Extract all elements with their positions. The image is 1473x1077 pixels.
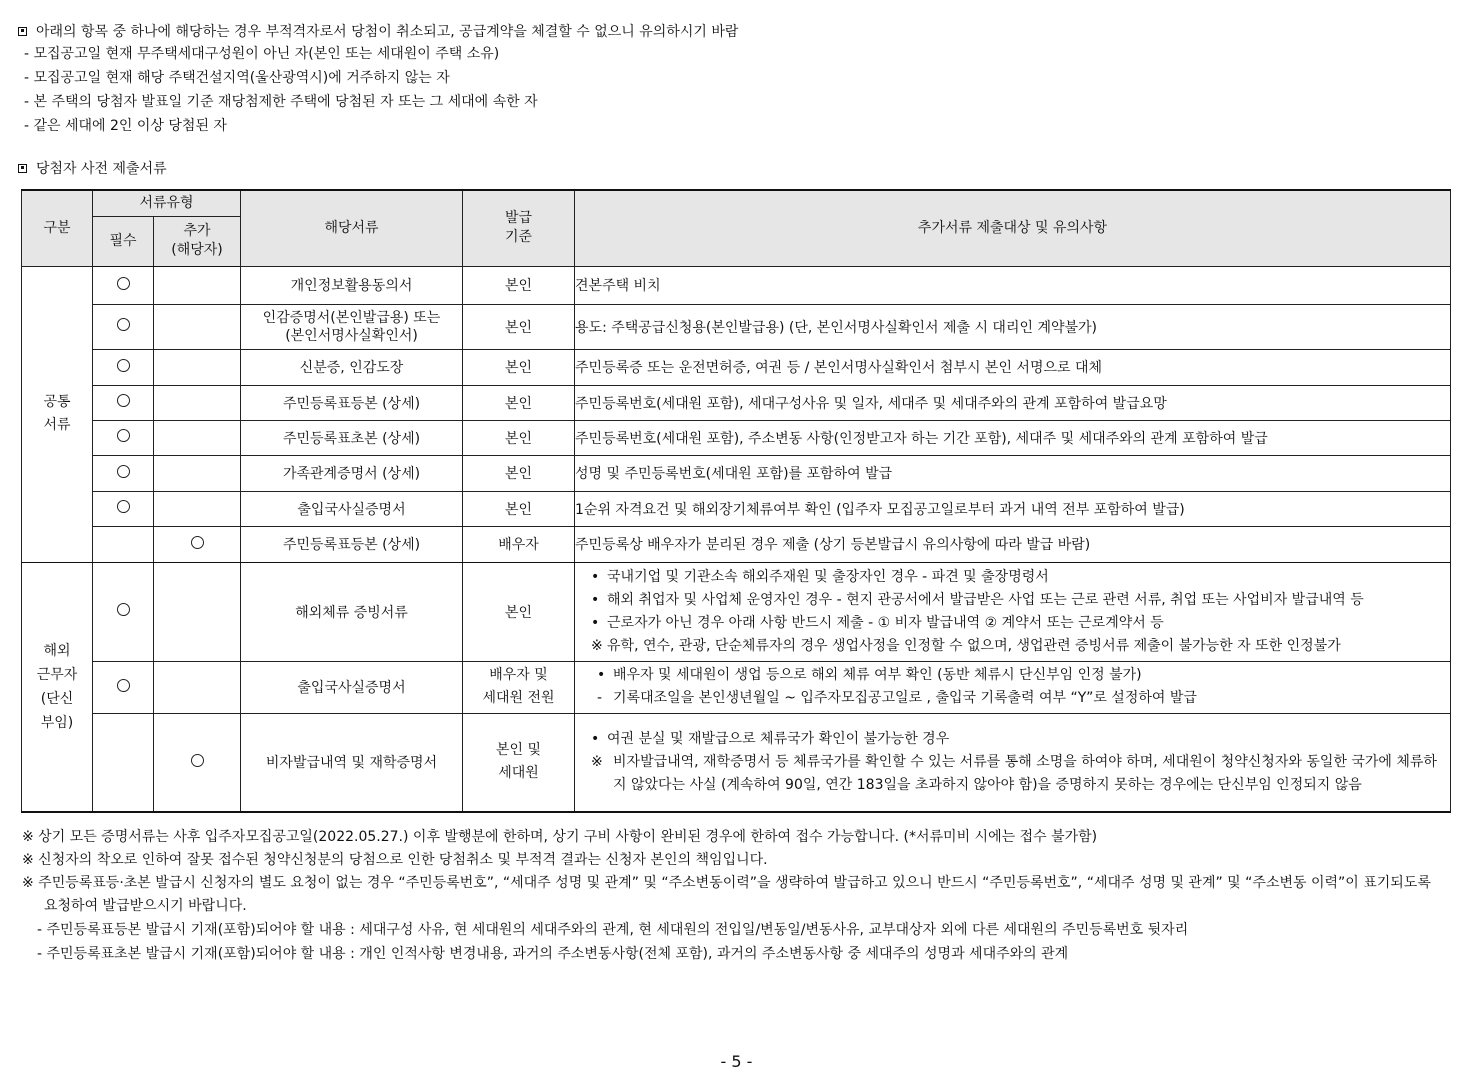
- basis-cell: 본인: [463, 349, 575, 385]
- header-doc-type: 서류유형: [93, 190, 241, 216]
- note-line: ※ 비자발급내역, 재학증명서 등 체류국가를 확인할 수 있는 서류를 통해 소명을 하여야 하며, 세대원이 청약신청자와 동일한 국가에 체류하지 않았다는 사실 (계속하여 90일, 연간 183일을 초과하지 않아야 함)을 증명하지 못하는 경우에는 단신부임 인정되지 않음: [591, 753, 1437, 793]
- docs-title: 당첨자 사전 제출서류: [36, 161, 167, 177]
- basis-cell: 본인: [463, 266, 575, 304]
- document-cell: 개인정보활용동의서: [241, 266, 463, 304]
- note-cell: 주민등록증 또는 운전면허증, 여권 등 / 본인서명사실확인서 첨부시 본인 서명으로 대체: [575, 349, 1451, 385]
- note-line: • 여권 분실 및 재발급으로 체류국가 확인이 불가능한 경우: [591, 730, 950, 747]
- required-cell: [93, 455, 154, 491]
- footnote: ※ 주민등록표등·초본 발급시 신청자의 별도 요청이 없는 경우 “주민등록번호”, “세대주 성명 및 관계” 및 “주소변동이력”을 생략하여 발급하고 있으니 반드시 “주민등록번호”, “세대주 성명 및 관계” 및 “주소변동 이력”이 표기되도록 요청하여 발급받으시기 바랍니다.: [22, 875, 1431, 914]
- basis-cell: 본인: [463, 420, 575, 455]
- note-cell: 1순위 자격요건 및 해외장기체류여부 확인 (입주자 모집공고일로부터 과거 내역 전부 포함하여 발급): [575, 491, 1451, 526]
- circle-mark-icon: [117, 679, 130, 692]
- disqualify-item: - 모집공고일 현재 해당 주택건설지역(울산광역시)에 거주하지 않는 자: [24, 70, 450, 86]
- additional-cell: [154, 526, 241, 562]
- table-row: [22, 304, 1451, 349]
- table-row: [22, 455, 1451, 491]
- footnote-sub: - 주민등록표등본 발급시 기재(포함)되어야 할 내용 : 세대구성 사유, 현 세대원의 세대주와의 관계, 현 세대원의 전입일/변동일/변동사유, 교부대상자 외에 다른 세대원의 주민등록번호 뒷자리: [37, 922, 1189, 938]
- document-cell: 해외체류 증빙서류: [241, 562, 463, 661]
- disqualify-section: [18, 20, 738, 138]
- table-row: [22, 713, 1451, 812]
- header-category: 구분: [22, 190, 93, 266]
- additional-cell: [154, 304, 241, 349]
- document-cell: 가족관계증명서 (상세): [241, 455, 463, 491]
- note-line: ※ 유학, 연수, 관광, 단순체류자의 경우 생업사정을 인정할 수 없으며, 생업관련 증빙서류 제출이 불가능한 자 또한 인정불가: [591, 637, 1341, 654]
- circle-mark-icon: [117, 465, 130, 478]
- document-cell: 출입국사실증명서: [241, 661, 463, 713]
- required-cell: [93, 661, 154, 713]
- note-cell: [575, 661, 1451, 713]
- circle-mark-icon: [117, 318, 130, 331]
- note-cell: [575, 562, 1451, 661]
- additional-cell: [154, 266, 241, 304]
- basis-cell: 본인 및 세대원: [463, 713, 575, 812]
- square-bullet-icon: [18, 164, 27, 173]
- required-cell: [93, 713, 154, 812]
- document-cell: 비자발급내역 및 재학증명서: [241, 713, 463, 812]
- basis-cell: 본인: [463, 385, 575, 420]
- additional-cell: [154, 491, 241, 526]
- disqualify-item: - 본 주택의 당첨자 발표일 기준 재당첨제한 주택에 당첨된 자 또는 그 세대에 속한 자: [24, 94, 538, 110]
- footnote: ※ 상기 모든 증명서류는 사후 입주자모집공고일(2022.05.27.) 이후 발행분에 한하며, 상기 구비 사항이 완비된 경우에 한하여 접수 가능합니다. (*서류미비 시에는 접수 불가함): [22, 829, 1098, 845]
- circle-mark-icon: [117, 277, 130, 290]
- circle-mark-icon: [117, 500, 130, 513]
- group-common: 공통 서류: [22, 266, 93, 562]
- document-cell: 출입국사실증명서: [241, 491, 463, 526]
- document-cell: 신분증, 인감도장: [241, 349, 463, 385]
- note-cell: 견본주택 비치: [575, 266, 1451, 304]
- footnote-sub: - 주민등록표초본 발급시 기재(포함)되어야 할 내용 : 개인 인적사항 변경내용, 과거의 주소변동사항(전체 포함), 과거의 주소변동사항 중 세대주의 성명과 세대주와의 관계: [37, 946, 1069, 962]
- required-cell: [93, 266, 154, 304]
- document-cell: 인감증명서(본인발급용) 또는 (본인서명사실확인서): [241, 304, 463, 349]
- header-notes: 추가서류 제출대상 및 유의사항: [575, 190, 1451, 266]
- note-cell: 성명 및 주민등록번호(세대원 포함)를 포함하여 발급: [575, 455, 1451, 491]
- note-line: • 해외 취업자 및 사업체 운영자인 경우 - 현지 관공서에서 발급받은 사업 또는 근로 관련 서류, 취업 또는 사업비자 발급내역 등: [591, 591, 1364, 608]
- additional-cell: [154, 562, 241, 661]
- header-additional: 추가 (해당자): [154, 216, 241, 266]
- required-cell: [93, 385, 154, 420]
- basis-cell: 배우자 및 세대원 전원: [463, 661, 575, 713]
- basis-cell: 본인: [463, 491, 575, 526]
- required-cell: [93, 562, 154, 661]
- required-cell: [93, 526, 154, 562]
- basis-cell: 본인: [463, 304, 575, 349]
- basis-cell: 본인: [463, 562, 575, 661]
- note-line: - 기록대조일을 본인생년월일 ~ 입주자모집공고일로 , 출입국 기록출력 여부 “Y”로 설정하여 발급: [597, 690, 1197, 706]
- table-row: [22, 385, 1451, 420]
- additional-cell: [154, 713, 241, 812]
- docs-section-title: [18, 157, 167, 179]
- page-number: - 5 -: [720, 1052, 753, 1071]
- header-required: 필수: [93, 216, 154, 266]
- document-cell: 주민등록표등본 (상세): [241, 526, 463, 562]
- circle-mark-icon: [117, 429, 130, 442]
- table-row: [22, 562, 1451, 661]
- footnotes: [22, 826, 1442, 966]
- additional-cell: [154, 661, 241, 713]
- table-row: [22, 526, 1451, 562]
- document-cell: 주민등록표초본 (상세): [241, 420, 463, 455]
- disqualify-title: 아래의 항목 중 하나에 해당하는 경우 부적격자로서 당첨이 취소되고, 공급계약을 체결할 수 없으니 유의하시기 바람: [36, 24, 739, 40]
- group-overseas: 해외 근무자 (단신 부임): [22, 562, 93, 812]
- square-bullet-icon: [18, 27, 27, 36]
- circle-mark-icon: [117, 603, 130, 616]
- note-cell: 주민등록상 배우자가 분리된 경우 제출 (상기 등본발급시 유의사항에 따라 발급 바람): [575, 526, 1451, 562]
- footnote: ※ 신청자의 착오로 인하여 잘못 접수된 청약신청분의 당첨으로 인한 당첨취소 및 부적격 결과는 신청자 본인의 책임입니다.: [22, 852, 768, 868]
- circle-mark-icon: [191, 754, 204, 767]
- note-cell: [575, 713, 1451, 812]
- note-cell: 주민등록번호(세대원 포함), 세대구성사유 및 일자, 세대주 및 세대주와의 관계 포함하여 발급요망: [575, 385, 1451, 420]
- disqualify-item: - 같은 세대에 2인 이상 당첨된 자: [24, 118, 227, 134]
- circle-mark-icon: [117, 394, 130, 407]
- note-cell: 주민등록번호(세대원 포함), 주소변동 사항(인정받고자 하는 기간 포함), 세대주 및 세대주와의 관계 포함하여 발급: [575, 420, 1451, 455]
- note-line: • 근로자가 아닌 경우 아래 사항 반드시 제출 - ① 비자 발급내역 ② 계약서 또는 근로계약서 등: [591, 614, 1164, 631]
- header-issue-basis: 발급 기준: [463, 190, 575, 266]
- document-cell: 주민등록표등본 (상세): [241, 385, 463, 420]
- table-row: [22, 349, 1451, 385]
- basis-cell: 본인: [463, 455, 575, 491]
- required-cell: [93, 349, 154, 385]
- header-document: 해당서류: [241, 190, 463, 266]
- table-row: [22, 420, 1451, 455]
- note-line: • 국내기업 및 기관소속 해외주재원 및 출장자인 경우 - 파견 및 출장명령서: [591, 568, 1049, 585]
- documents-table: [21, 189, 1451, 813]
- note-cell: 용도: 주택공급신청용(본인발급용) (단, 본인서명사실확인서 제출 시 대리인 계약불가): [575, 304, 1451, 349]
- basis-cell: 배우자: [463, 526, 575, 562]
- table-row: [22, 266, 1451, 304]
- table-row: [22, 661, 1451, 713]
- required-cell: [93, 420, 154, 455]
- additional-cell: [154, 349, 241, 385]
- disqualify-item: - 모집공고일 현재 무주택세대구성원이 아닌 자(본인 또는 세대원이 주택 소유): [24, 46, 500, 62]
- additional-cell: [154, 385, 241, 420]
- table-row: [22, 491, 1451, 526]
- circle-mark-icon: [117, 359, 130, 372]
- required-cell: [93, 304, 154, 349]
- additional-cell: [154, 455, 241, 491]
- additional-cell: [154, 420, 241, 455]
- required-cell: [93, 491, 154, 526]
- circle-mark-icon: [191, 536, 204, 549]
- note-line: • 배우자 및 세대원이 생업 등으로 해외 체류 여부 확인 (동반 체류시 단신부임 인정 불가): [597, 667, 1142, 683]
